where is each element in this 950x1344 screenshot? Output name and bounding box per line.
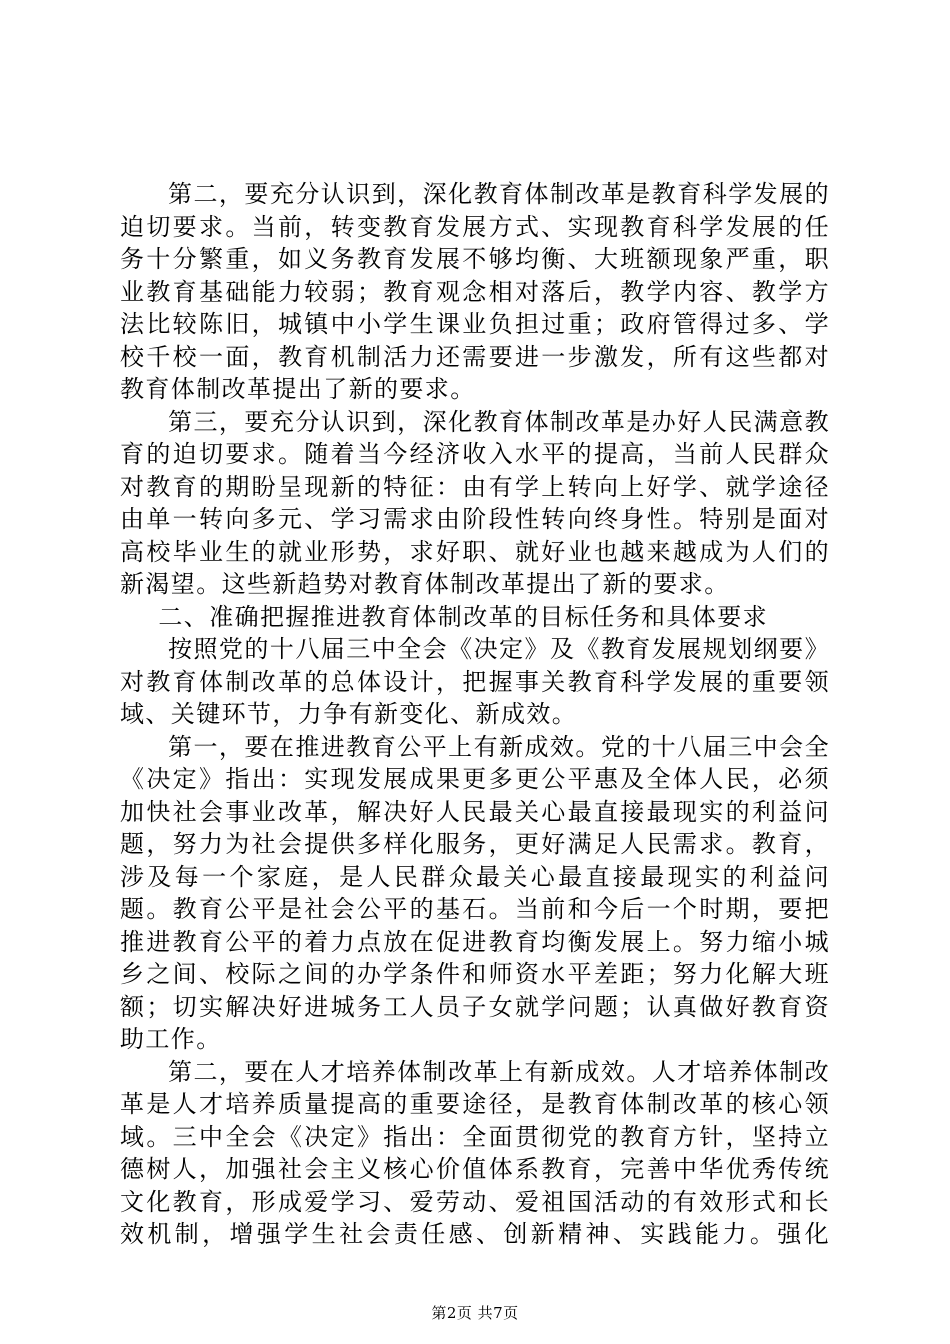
paragraph-overall-design: 按照党的十八届三中全会《决定》及《教育发展规划纲要》对教育体制改革的总体设计，把握事关教育科学发展的重要领域、关键环节，力争有新变化、新成效。 [120, 635, 830, 728]
document-body [120, 178, 830, 1251]
paragraph-third-requirement: 第三，要充分认识到，深化教育体制改革是办好人民满意教育的迫切要求。随着当今经济收入水平的提高，当前人民群众对教育的期盼呈现新的特征：由有学上转向上好学、就学途径由单一转向多元、学习需求由阶段性转向终身性。特别是面对高校毕业生的就业形势，求好职、就好业也越来越成为人们的新渴望。这些新趋势对教育体制改革提出了新的要求。 [120, 407, 830, 598]
paragraph-second-talent-cultivation: 第二，要在人才培养体制改革上有新成效。人才培养体制改革是人才培养质量提高的重要途径，是教育体制改革的核心领域。三中全会《决定》指出：全面贯彻党的教育方针，坚持立德树人，加强社会主义核心价值体系教育，完善中华优秀传统文化教育，形成爱学习、爱劳动、爱祖国活动的有效形式和长效机制，增强学生社会责任感、创新精神、实践能力。强化 [120, 1057, 830, 1248]
paragraph-second-requirement: 第二，要充分认识到，深化教育体制改革是教育科学发展的迫切要求。当前，转变教育发展方式、实现教育科学发展的任务十分繁重，如义务教育发展不够均衡、大班额现象严重，职业教育基础能力较弱；教育观念相对落后，教学内容、教学方法比较陈旧，城镇中小学生课业负担过重；政府管得过多、学校千校一面，教育机制活力还需要进一步激发，所有这些都对教育体制改革提出了新的要求。 [120, 180, 830, 403]
page-footer: 第2页 共7页 [431, 1304, 519, 1322]
paragraph-first-education-equity: 第一，要在推进教育公平上有新成效。党的十八届三中会全《决定》指出：实现发展成果更多更公平惠及全体人民，必须加快社会事业改革，解决好人民最关心最直接最现实的利益问题，努力为社会提供多样化服务，更好满足人民需求。教育，涉及每一个家庭，是人民群众最关心最直接最现实的利益问题。教育公平是社会公平的基石。当前和今后一个时期，要把推进教育公平的着力点放在促进教育均衡发展上。努力缩小城乡之间、校际之间的办学条件和师资水平差距；努力化解大班额；切实解决好进城务工人员子女就学问题；认真做好教育资助工作。 [120, 732, 830, 1053]
section-heading-two: 二、准确把握推进教育体制改革的目标任务和具体要求 [158, 602, 768, 631]
